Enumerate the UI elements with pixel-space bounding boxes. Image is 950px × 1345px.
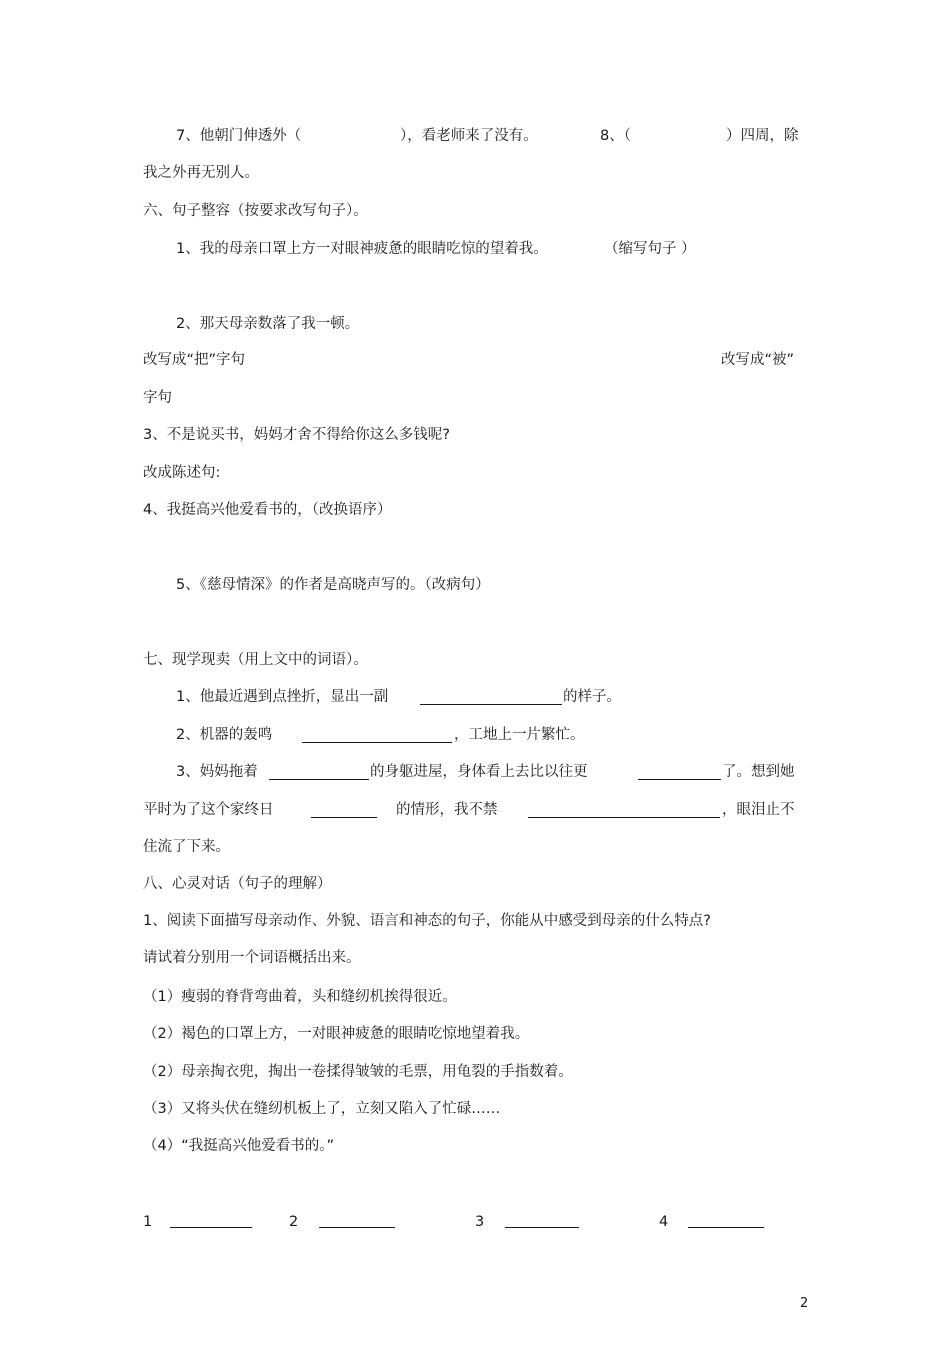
answer-blank-7-1[interactable] (420, 690, 562, 705)
section-7-q1-part2: 的样子。 (563, 689, 621, 705)
answer-label-2: 2 (289, 1214, 299, 1230)
section-7-q3-part4: 平时为了这个家终日 (143, 802, 274, 818)
section-7-q3-part6: ，眼泪止不 (722, 802, 795, 818)
section-8-q1: 1、阅读下面描写母亲动作、外貌、语言和神态的句子，你能从中感受到母亲的什么特点? (143, 913, 711, 929)
answer-blank-8-4[interactable] (688, 1213, 764, 1228)
section-6-q2: 2、那天母亲数落了我一顿。 (176, 316, 360, 332)
fill-question-7-part1: 7、他朝门伸透外（ (176, 128, 302, 144)
section-6-heading: 六、句子整容（按要求改写句子）。 (143, 203, 368, 219)
section-6-q1: 1、我的母亲口罩上方一对眼神疲惫的眼睛吃惊的望着我。 (176, 241, 548, 257)
fill-question-8-part3: 我之外再无别人。 (143, 165, 259, 181)
answer-label-1: 1 (143, 1214, 153, 1230)
answer-blank-7-5[interactable] (311, 803, 377, 818)
answer-blank-7-2[interactable] (302, 728, 452, 743)
section-6-q3: 3、不是说买书，妈妈才舍不得给你这么多钱呢? (143, 427, 450, 443)
section-6-q4: 4、我挺高兴他爱看书的，（改换语序） (143, 502, 392, 518)
section-7-q3-part2: 的身躯进屋，身体看上去比以往更 (370, 764, 588, 780)
section-7-q3-part5: 的情形，我不禁 (396, 802, 498, 818)
answer-blank-8-2[interactable] (319, 1213, 395, 1228)
fill-question-8-part1: 8、（ (600, 128, 631, 144)
answer-blank-7-3[interactable] (269, 765, 369, 780)
section-6-q2-bei: 改写成“被” (721, 352, 795, 368)
fill-question-8-part2: ）四周，除 (726, 128, 799, 144)
section-8-item-5: （4）“我挺高兴他爱看书的。” (143, 1138, 334, 1154)
section-7-q1-part1: 1、他最近遇到点挫折，显出一副 (176, 689, 389, 705)
fill-question-7-part2: ），看老师来了没有。 (400, 128, 538, 144)
section-6-q5: 5、《慈母情深》的作者是高晓声写的。（改病句） (176, 577, 490, 593)
section-7-q2-part2: ，工地上一片繁忙。 (454, 727, 585, 743)
section-8-heading: 八、心灵对话（句子的理解） (143, 876, 332, 892)
section-7-q3-part3: 了。想到她 (722, 764, 795, 780)
answer-blank-7-4[interactable] (638, 765, 721, 780)
section-7-heading: 七、现学现卖（用上文中的词语）。 (143, 652, 368, 668)
answer-blank-8-3[interactable] (505, 1213, 579, 1228)
answer-blank-7-6[interactable] (528, 803, 720, 818)
section-7-q3-part7: 住流了下来。 (143, 839, 230, 855)
section-8-item-3: （2）母亲掏衣兜，掏出一卷揉得皱皱的毛票，用龟裂的手指数着。 (143, 1064, 573, 1080)
answer-label-3: 3 (475, 1214, 485, 1230)
section-8-item-2: （2）褐色的口罩上方，一对眼神疲惫的眼睛吃惊地望着我。 (143, 1026, 530, 1042)
section-6-q3-instruction: 改成陈述句: (143, 465, 221, 481)
section-8-item-4: （3）又将头伏在缝纫机板上了，立刻又陷入了忙碌…… (143, 1101, 501, 1117)
section-6-q1-note: （缩写句子 ） (604, 241, 696, 257)
page-number: 2 (800, 1296, 809, 1311)
answer-blank-8-1[interactable] (170, 1213, 252, 1228)
section-8-q1-cont: 请试着分别用一个词语概括出来。 (143, 950, 361, 966)
section-8-item-1: （1）瘦弱的脊背弯曲着，头和缝纫机挨得很近。 (143, 989, 457, 1005)
section-7-q2-part1: 2、机器的轰鸣 (176, 727, 273, 743)
section-6-q2-ba: 改写成“把”字句 (143, 352, 246, 368)
section-7-q3-part1: 3、妈妈拖着 (176, 764, 258, 780)
answer-label-4: 4 (659, 1214, 669, 1230)
section-6-q2-bei-cont: 字句 (143, 390, 172, 406)
